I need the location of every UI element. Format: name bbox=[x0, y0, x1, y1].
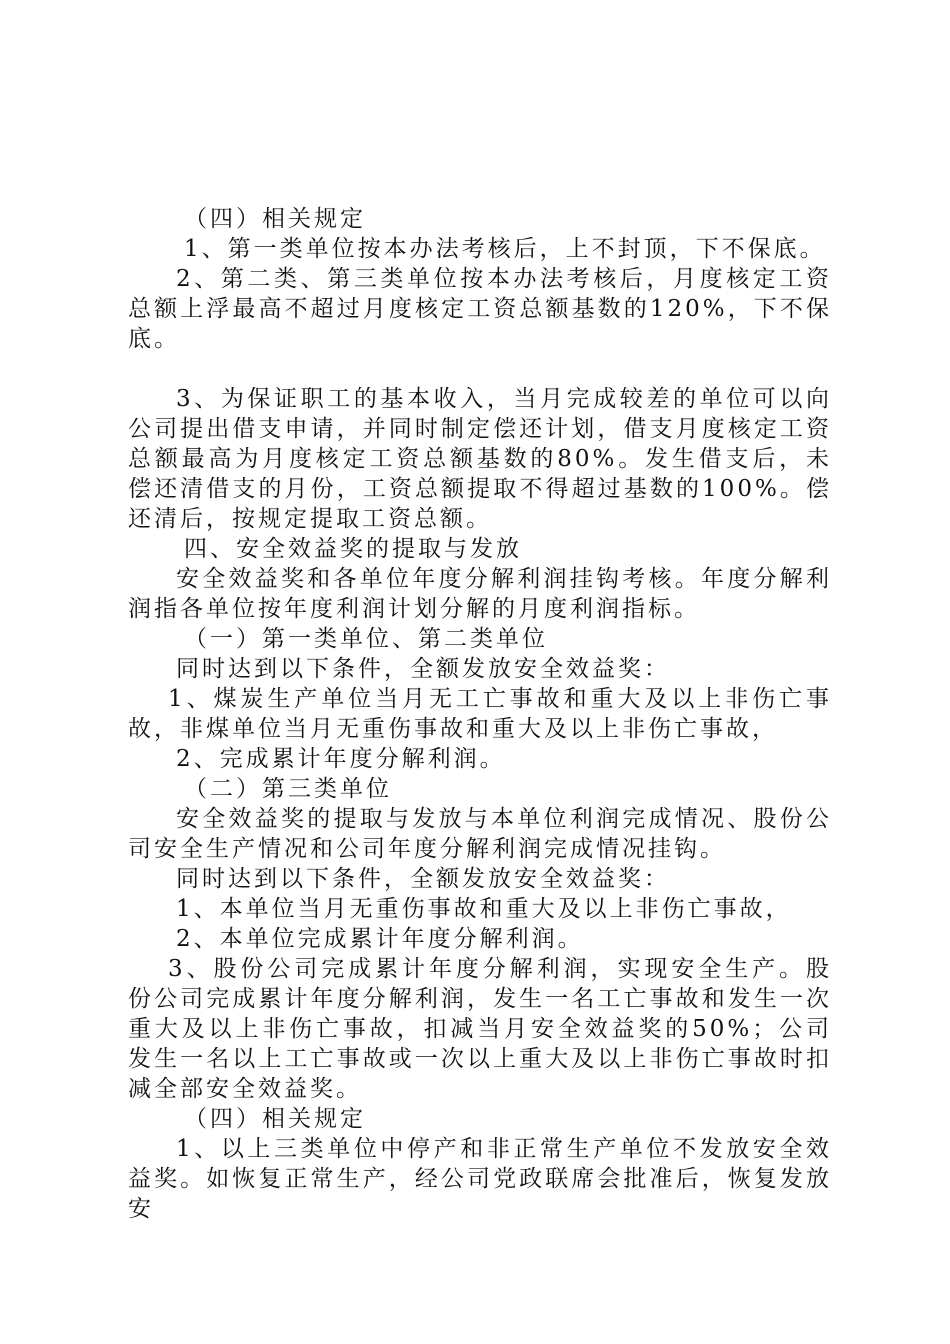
paragraph: 同时达到以下条件，全额发放安全效益奖： bbox=[176, 656, 670, 682]
paragraph: 2、第二类、第三类单位按本办法考核后，月度核定工资总额上浮最高不超过月度核定工资总额基数的120%，下不保底。 bbox=[128, 266, 832, 352]
document-body bbox=[128, 204, 832, 1224]
paragraph: 1、第一类单位按本办法考核后，上不封顶，下不保底。 bbox=[184, 236, 826, 262]
section-heading: （二）第三类单位 bbox=[184, 776, 392, 802]
paragraph: 1、以上三类单位中停产和非正常生产单位不发放安全效益奖。如恢复正常生产，经公司党政联席会批准后，恢复发放安 bbox=[128, 1136, 832, 1222]
paragraph: 1、煤炭生产单位当月无工亡事故和重大及以上非伤亡事故，非煤单位当月无重伤事故和重大及以上非伤亡事故， bbox=[128, 686, 832, 742]
paragraph: 1、本单位当月无重伤事故和重大及以上非伤亡事故， bbox=[176, 896, 792, 922]
paragraph: 同时达到以下条件，全额发放安全效益奖： bbox=[176, 866, 670, 892]
paragraph: 安全效益奖的提取与发放与本单位利润完成情况、股份公司安全生产情况和公司年度分解利润完成情况挂钩。 bbox=[128, 806, 832, 862]
section-heading: 四、安全效益奖的提取与发放 bbox=[184, 536, 522, 562]
section-heading: （一）第一类单位、第二类单位 bbox=[184, 626, 548, 652]
blank-line bbox=[128, 354, 832, 384]
paragraph: 2、完成累计年度分解利润。 bbox=[176, 746, 506, 772]
paragraph: 3、股份公司完成累计年度分解利润，实现安全生产。股份公司完成累计年度分解利润，发生一名工亡事故和发生一次重大及以上非伤亡事故，扣减当月安全效益奖的50%；公司发生一名以上工亡事故或一次以上重大及以上非伤亡事故时扣减全部安全效益奖。 bbox=[128, 956, 832, 1102]
paragraph: 安全效益奖和各单位年度分解利润挂钩考核。年度分解利润指各单位按年度利润计划分解的月度利润指标。 bbox=[128, 566, 832, 622]
paragraph: 3、为保证职工的基本收入，当月完成较差的单位可以向公司提出借支申请，并同时制定偿还计划，借支月度核定工资总额最高为月度核定工资总额基数的80%。发生借支后，未偿还清借支的月份，工资总额提取不得超过基数的100%。偿还清后，按规定提取工资总额。 bbox=[128, 386, 832, 532]
paragraph: 2、本单位完成累计年度分解利润。 bbox=[176, 926, 584, 952]
section-heading: （四）相关规定 bbox=[184, 1106, 366, 1132]
section-heading: （四）相关规定 bbox=[184, 206, 366, 232]
